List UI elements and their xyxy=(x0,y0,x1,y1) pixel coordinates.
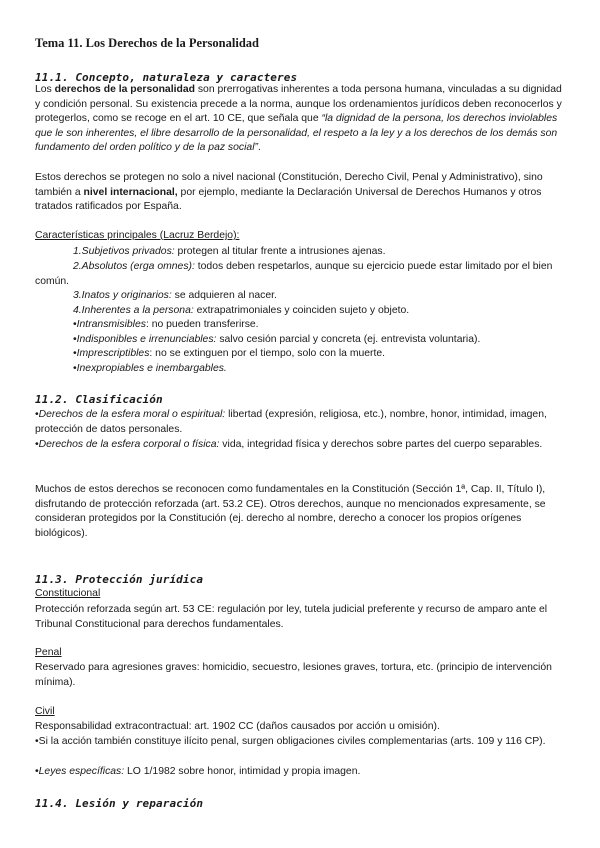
classification-moral: •Derechos de la esfera moral o espiritual: libertad (expresión, religiosa, etc.), nombre, honor, intimidad, imagen, protección de datos personales. xyxy=(35,409,547,435)
list-item: 2.Absolutos (erga omnes): todos deben respetarlos, aunque su ejercicio puede estar limitado por el bien común. xyxy=(35,261,553,287)
section-heading-11-1: 11.1. Concepto, naturaleza y caracteres xyxy=(35,71,298,84)
classification-corporal: •Derechos de la esfera corporal o física: vida, integridad física y derechos sobre partes del cuerpo separables. xyxy=(35,439,543,450)
section-heading-11-3: 11.3. Protección jurídica xyxy=(35,573,204,586)
list-item: 4.Inherentes a la persona: extrapatrimoniales y coinciden sujeto y objeto. xyxy=(73,305,410,316)
subheading-constitucional: Constitucional xyxy=(35,588,101,599)
paragraph-fundamentales: Muchos de estos derechos se reconocen como fundamentales en la Constitución (Sección 1ª, Cap. II, Título I), disfrutando de protección reforzada (art. 53.2 CE). Otros derechos, aunque no mencionados expresamente, se consideran protegidos por la Constitución (ej. derecho al nombre, derecho a conocer los propios orígenes biológicos). xyxy=(35,484,546,539)
list-item: •Indisponibles e irrenunciables: salvo cesión parcial y concreta (ej. entrevista voluntaria). xyxy=(73,334,481,345)
paragraph-civil-1: Responsabilidad extracontractual: art. 1902 CC (daños causados por acción u omisión). xyxy=(35,721,440,732)
section-heading-11-2: 11.2. Clasificación xyxy=(35,393,163,406)
paragraph-proteccion: Estos derechos se protegen no solo a nivel nacional (Constitución, Derecho Civil, Penal y Administrativo), sino también a nivel internacional, por ejemplo, mediante la Declaración Universal de Derechos Humanos y otros tratados ratificados por España. xyxy=(35,172,543,212)
subheading-penal: Penal xyxy=(35,647,62,658)
paragraph-constitucional: Protección reforzada según art. 53 CE: regulación por ley, tutela judicial preferente y recurso de amparo ante el Tribunal Constitucional para derechos fundamentales. xyxy=(35,604,548,630)
list-item: •Imprescriptibles: no se extinguen por el tiempo, solo con la muerte. xyxy=(73,348,386,359)
list-item: •Intransmisibles: no pueden transferirse. xyxy=(73,319,259,330)
document-title: Tema 11. Los Derechos de la Personalidad xyxy=(35,36,259,50)
paragraph-civil-2: •Si la acción también constituye ilícito penal, surgen obligaciones civiles complementarias (arts. 109 y 116 CP). xyxy=(35,736,546,747)
subheading-civil: Civil xyxy=(35,706,55,717)
list-item: •Inexpropiables e inembargables. xyxy=(73,363,227,374)
paragraph-concepto: Los derechos de la personalidad son prerrogativas inherentes a toda persona humana, vinculadas a su dignidad y condición personal. Su existencia precede a la norma, aunque los ordenamientos jurídicos deben reconocerlos y protegerlos, como se recoge en el art. 10 CE, que señala que “la dignidad de la persona, los derechos inviolables que le son inherentes, el libre desarrollo de la personalidad, el respeto a la ley y a los derechos de los demás son fundamento del orden político y de la paz social”. xyxy=(35,84,562,153)
section-heading-11-4: 11.4. Lesión y reparación xyxy=(35,797,204,810)
characteristics-heading: Características principales (Lacruz Berdejo): xyxy=(35,230,240,241)
paragraph-penal: Reservado para agresiones graves: homicidio, secuestro, lesiones graves, tortura, etc. (principio de intervención mínima). xyxy=(35,662,552,688)
paragraph-civil-3: •Leyes específicas: LO 1/1982 sobre honor, intimidad y propia imagen. xyxy=(35,766,361,777)
list-item: 1.Subjetivos privados: protegen al titular frente a intrusiones ajenas. xyxy=(73,246,386,257)
list-item: 3.Inatos y originarios: se adquieren al nacer. xyxy=(73,290,277,301)
